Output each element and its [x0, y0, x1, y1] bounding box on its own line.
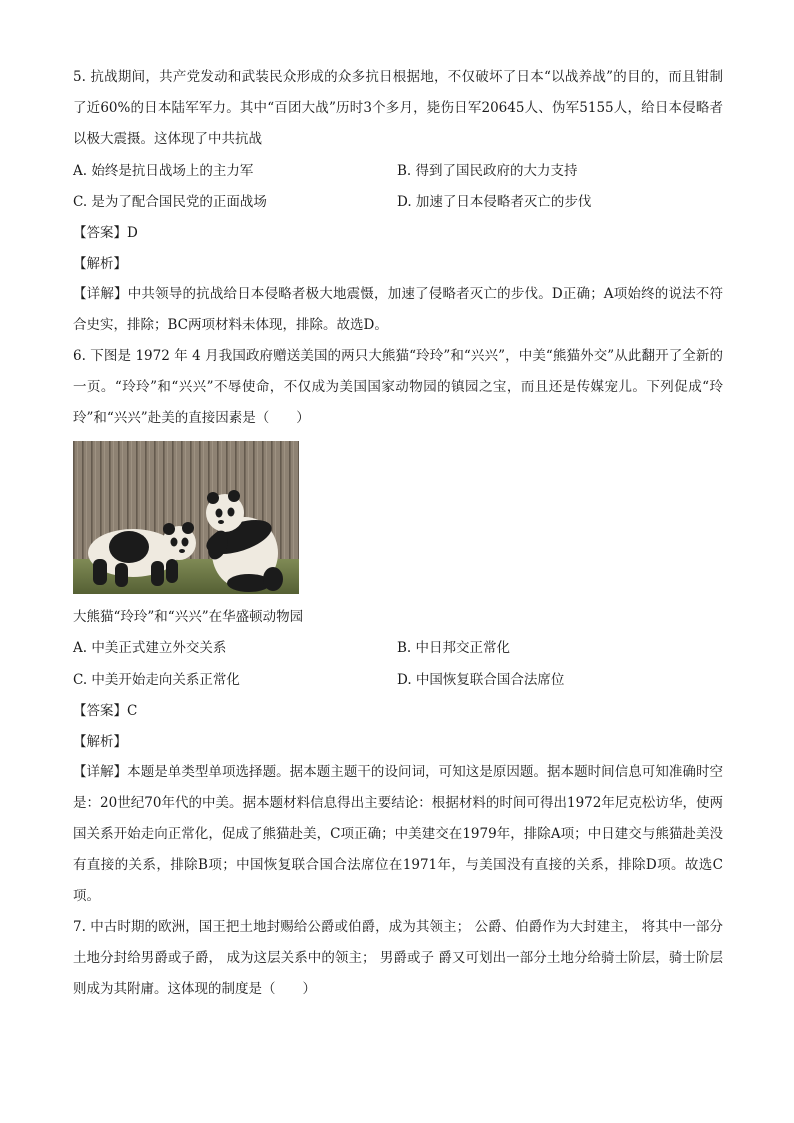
- q6-option-b: B. 中日邦交正常化: [397, 640, 511, 656]
- photo-caption: 大熊猫“玲玲”和“兴兴”在华盛顿动物园: [73, 609, 304, 625]
- q5-stem: 5. 抗战期间，共产党发动和武装民众形成的众多抗日根据地，不仅破坏了日本“以战养战”的目的，而且钳制了近60%的日本陆军军力。其中“百团大战”历时3个多月，毙伤日军20645人、伪军5155人，给日本侵略者以极大震摄。这体现了中共抗战: [73, 69, 723, 147]
- q6-analysis-label: 【解析】: [73, 734, 127, 750]
- panda-illustration: [73, 441, 299, 594]
- q5-analysis-label: 【解析】: [73, 256, 127, 272]
- panda-photo: [73, 441, 299, 594]
- q6-answer: 【答案】C: [73, 703, 138, 719]
- q7-stem: 7. 中古时期的欧洲，国王把土地封赐给公爵或伯爵，成为其领主； 公爵、伯爵作为大封建主， 将其中一部分土地分封给男爵或子爵， 成为这层关系中的领主； 男爵或子 爵又可划出一部分土地分给骑士阶层，骑士阶层则成为其附庸。这体现的制度是（ ）: [73, 919, 723, 997]
- q5-detail: 【详解】中共领导的抗战给日本侵略者极大地震慑，加速了侵略者灭亡的步伐。D正确；A项始终的说法不符合史实，排除；BC两项材料未体现，排除。故选D。: [73, 286, 723, 333]
- q5-option-b: B. 得到了国民政府的大力支持: [397, 163, 578, 179]
- q6-option-c: C. 中美开始走向关系正常化: [73, 672, 240, 688]
- q5-answer: 【答案】D: [73, 225, 138, 241]
- q6-detail: 【详解】本题是单类型单项选择题。据本题主题干的设问词，可知这是原因题。据本题时间信息可知准确时空是：20世纪70年代的中美。据本题材料信息得出主要结论：根据材料的时间可得出1972年尼克松访华，使两国关系开始走向正常化，促成了熊猫赴美，C项正确；中美建交在1979年，排除A项；中日建交与熊猫赴美没有直接的关系，排除B项；中国恢复联合国合法席位在1971年，与美国没有直接的关系，排除D项。故选C项。: [73, 764, 723, 904]
- q6-stem: 6. 下图是 1972 年 4 月我国政府赠送美国的两只大熊猫“玲玲”和“兴兴”，中美“熊猫外交”从此翻开了全新的一页。“玲玲”和“兴兴”不辱使命，不仅成为美国国家动物园的镇园之宝，而且还是传媒宠儿。下列促成“玲玲”和“兴兴”赴美的直接因素是（ ）: [73, 348, 723, 426]
- q5-option-c: C. 是为了配合国民党的正面战场: [73, 194, 267, 210]
- q6-option-a: A. 中美正式建立外交关系: [73, 640, 227, 656]
- q5-option-a: A. 始终是抗日战场上的主力军: [73, 163, 254, 179]
- q6-option-d: D. 中国恢复联合国合法席位: [397, 672, 565, 688]
- q5-option-d: D. 加速了日本侵略者灭亡的步伐: [397, 194, 592, 210]
